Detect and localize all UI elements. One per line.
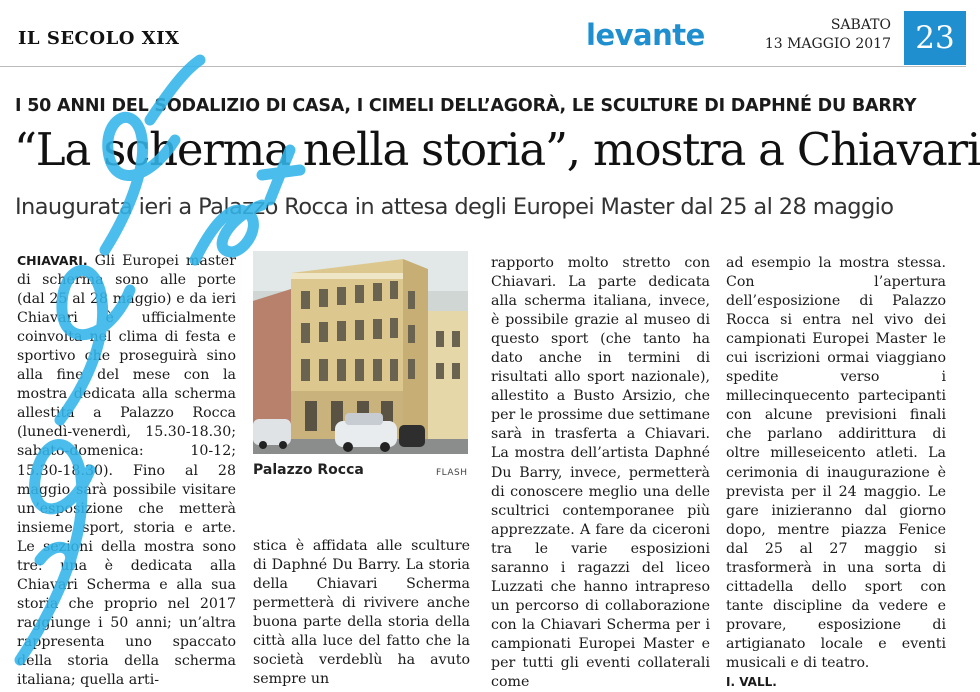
- issue-day: SABATO: [830, 17, 891, 33]
- article-subtitle: Inaugurata ieri a Palazzo Rocca in attesa degli Europei Master dal 25 al 28 maggio: [15, 194, 894, 220]
- article-column-3: rapporto molto stretto con Chiavari. La parte dedicata alla scherma italiana, invece, è possibile grazie al museo di questo sport (che tanto ha dato anche in termini di risultati allo sport nazionale), allestito a Busto Arsizio, che per le prossime due settimane sarà in trasferta a Chiavari. La mostra dell’artista Daphné Du Barry, invece, permetterà di conoscere meglio una delle scultrici contemporanee più apprezzate. A fare da ciceroni tra le varie esposizioni saranno i ragazzi del liceo Luzzati che hanno intrapreso un percorso di collaborazione con la Chiavari Scherma per i campionati Europei Master e per tutti gli eventi collaterali come: [491, 255, 710, 691]
- article-column-1: [17, 251, 236, 689]
- article-dateline: CHIAVARI.: [17, 253, 88, 268]
- photo-caption: Palazzo Rocca: [253, 462, 364, 478]
- page-header: [0, 0, 966, 62]
- article-column-2: stica è affidata alle sculture di Daphné Du Barry. La storia della Chiavari Scherma permetterà di rivivere anche buona parte della storia della città alla luce del fatto che la società verdeblù ha avuto sempre un: [253, 538, 470, 688]
- newspaper-masthead: IL SECOLO XIX: [18, 28, 180, 49]
- photo-credit: FLASH: [436, 468, 468, 478]
- article-column-4: [726, 254, 946, 690]
- section-name: levante: [586, 18, 705, 52]
- author-signature: I. VALL.: [726, 675, 777, 690]
- column-4-text: ad esempio la mostra stessa. Con l’apertura dell’esposizione di Palazzo Rocca si entra nel vivo dei campionati Europei Master le cui iscrizioni ormai viaggiano spedite verso i millecinquecento partecipanti con alcune previsioni finali che parlano addirittura di oltre milleseicento atleti. La cerimonia di inaugurazione è prevista per il 24 maggio. Le gare inizieranno dal giorno dopo, mentre piazza Fenice dal 25 al 27 maggio si trasformerà in una sorta di cittadella dello sport con tante discipline da vedere e provare, esposizione di artigianato locale e eventi musicali e di teatro.: [726, 255, 946, 671]
- palazzo-rocca-photo: [253, 251, 468, 454]
- article-title: “La scherma nella storia”, mostra a Chiavari: [14, 123, 980, 176]
- issue-date: [765, 16, 891, 54]
- article-photo: [253, 251, 468, 454]
- page-number: 23: [904, 11, 966, 65]
- article-kicker: I 50 ANNI DEL SODALIZIO DI CASA, I CIMELI DELL’AGORÀ, LE SCULTURE DI DAPHNÉ DU BARRY: [15, 96, 917, 116]
- header-divider: [0, 66, 966, 67]
- column-1-text: Gli Europei master di scherma sono alle porte (dal 25 al 28 maggio) e da ieri Chiavari è ufficialmente coinvolta nel clima di festa e sportivo che proseguirà sino alla fine del mese con la mostra dedicata alla scherma allestita a Palazzo Rocca (lunedì-venerdì, 15.30-18.30; sabato-domenica: 10-12; 15.30-18.30). Fino al 28 maggio sarà possibile visitare un’esposizione che metterà insieme sport, storia e arte. Le sezioni della mostra sono tre: una è dedicata alla Chiavari Scherma e alla sua storia che proprio nel 2017 raggiunge i 50 anni; un’altra rappresenta uno spaccato della storia della scherma italiana; quella arti-: [17, 253, 236, 689]
- issue-full-date: 13 MAGGIO 2017: [764, 36, 891, 52]
